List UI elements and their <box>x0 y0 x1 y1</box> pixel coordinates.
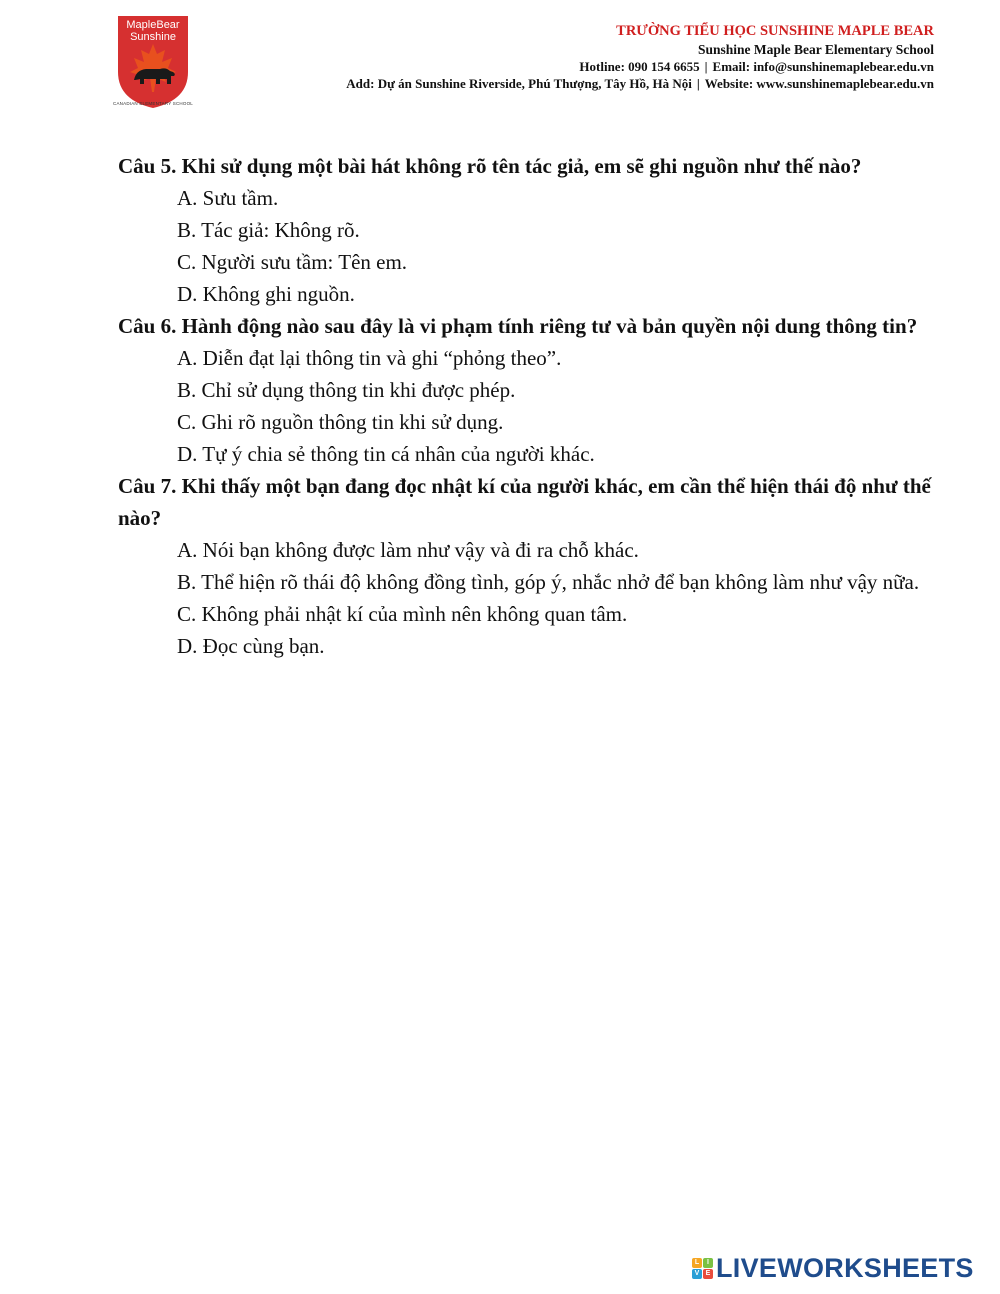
separator: | <box>704 59 708 74</box>
answer-option[interactable]: B. Chỉ sử dụng thông tin khi được phép. <box>177 378 516 402</box>
answer-option[interactable]: D. Không ghi nguồn. <box>177 282 355 306</box>
question-title: Câu 5. Khi sử dụng một bài hát không rõ tên tác giả, em sẽ ghi nguồn như thế nào? <box>118 154 862 178</box>
brand-text: LIVEWORKSHEETS <box>716 1252 974 1283</box>
school-name-vn: TRƯỜNG TIỂU HỌC SUNSHINE MAPLE BEAR <box>616 23 934 39</box>
answer-option[interactable]: D. Tự ý chia sẻ thông tin cá nhân của người khác. <box>177 442 595 466</box>
liveworksheets-brand[interactable] <box>692 1251 974 1285</box>
address: Add: Dự án Sunshine Riverside, Phú Thượng, Tây Hồ, Hà Nội <box>346 76 692 91</box>
hotline: Hotline: 090 154 6655 <box>579 59 700 74</box>
answer-option[interactable]: A. Nói bạn không được làm như vậy và đi ra chỗ khác. <box>177 538 639 562</box>
email: Email: info@sunshinemaplebear.edu.vn <box>712 59 934 74</box>
question-block <box>118 150 938 310</box>
logo-caption: CANADIAN ELEMENTARY SCHOOL <box>113 101 193 106</box>
question-block <box>118 310 938 470</box>
answer-option[interactable]: D. Đọc cùng bạn. <box>177 634 325 658</box>
website: Website: www.sunshinemaplebear.edu.vn <box>704 76 934 91</box>
page-header <box>346 22 934 92</box>
question-title: Câu 7. Khi thấy một bạn đang đọc nhật kí của người khác, em cần thể hiện thái độ như thế nào? <box>118 474 931 530</box>
school-logo <box>116 14 190 110</box>
logo-line2: Sunshine <box>130 31 176 43</box>
question-block <box>118 470 938 662</box>
answer-option[interactable]: A. Sưu tầm. <box>177 186 279 210</box>
maple-bear-shield-icon <box>116 14 190 110</box>
answer-option[interactable]: C. Người sưu tầm: Tên em. <box>177 250 408 274</box>
answer-option[interactable]: C. Ghi rõ nguồn thông tin khi sử dụng. <box>177 410 504 434</box>
worksheet-content <box>118 150 938 662</box>
brand-mark-tile: E <box>703 1269 713 1279</box>
separator: | <box>696 76 700 91</box>
answer-option[interactable]: A. Diễn đạt lại thông tin và ghi “phỏng theo”. <box>177 346 562 370</box>
logo-line1: MapleBear <box>126 19 180 31</box>
question-title: Câu 6. Hành động nào sau đây là vi phạm tính riêng tư và bản quyền nội dung thông tin? <box>118 314 918 338</box>
contact-line <box>346 58 934 75</box>
liveworksheets-logo-icon <box>692 1258 713 1279</box>
answer-option[interactable]: C. Không phải nhật kí của mình nên không quan tâm. <box>177 602 628 626</box>
brand-mark-tile: I <box>703 1258 713 1268</box>
brand-mark-tile: L <box>692 1258 702 1268</box>
answer-option[interactable]: B. Tác giả: Không rõ. <box>177 218 360 242</box>
brand-mark-tile: V <box>692 1269 702 1279</box>
answer-option[interactable]: B. Thể hiện rõ thái độ không đồng tình, góp ý, nhắc nhở để bạn không làm như vậy nữa. <box>177 570 920 594</box>
address-line <box>346 75 934 92</box>
school-name-en: Sunshine Maple Bear Elementary School <box>697 42 934 57</box>
